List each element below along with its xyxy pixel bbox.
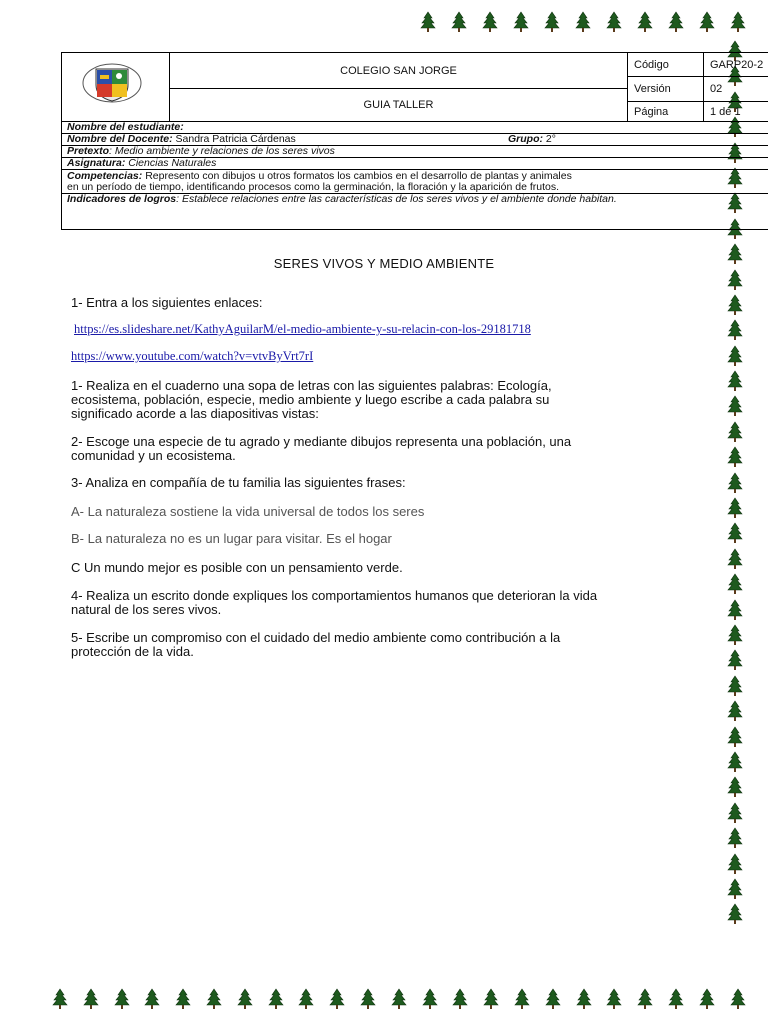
code-label: Código: [628, 53, 704, 77]
pine-tree-icon: [730, 988, 746, 1010]
slideshare-link[interactable]: https://es.slideshare.net/KathyAguilarM/el-medio-ambiente-y-su-relacin-con-los-29181718: [74, 322, 531, 336]
task-5-line-1: 5- Escribe un compromiso con el cuidado del medio ambiente como contribución a la: [71, 630, 561, 645]
pine-tree-icon: [482, 11, 498, 33]
pine-tree-icon: [422, 988, 438, 1010]
phrase-c: C Un mundo mejor es posible con un pensamiento verde.: [71, 560, 403, 575]
pine-tree-icon: [329, 988, 345, 1010]
pine-tree-icon: [727, 675, 743, 697]
pine-tree-icon: [451, 11, 467, 33]
task-1-line-1: 1- Realiza en el cuaderno una sopa de letras con las siguientes palabras: Ecología,: [71, 378, 552, 393]
intro-text: 1- Entra a los siguientes enlaces:: [71, 295, 263, 310]
task-5: [71, 631, 711, 659]
pine-tree-icon: [420, 11, 436, 33]
school-name: COLEGIO SAN JORGE: [170, 53, 628, 89]
header-table: [61, 52, 768, 122]
info-table: [61, 122, 768, 230]
pine-tree-icon: [637, 988, 653, 1010]
pine-tree-icon: [727, 726, 743, 748]
pine-tree-icon: [727, 878, 743, 900]
subject-value: Ciencias Naturales: [128, 157, 217, 169]
task-1: [71, 379, 711, 421]
pine-tree-icon: [727, 599, 743, 621]
task-2-line-2: comunidad y un ecosistema.: [71, 448, 236, 463]
pine-tree-icon: [727, 573, 743, 595]
pine-tree-icon: [668, 988, 684, 1010]
pine-tree-icon: [606, 11, 622, 33]
pine-tree-icon: [637, 11, 653, 33]
pine-tree-icon: [699, 11, 715, 33]
pine-tree-icon: [727, 472, 743, 494]
task-3: 3- Analiza en compañía de tu familia las siguientes frases:: [71, 475, 406, 490]
pine-tree-icon: [206, 988, 222, 1010]
pine-tree-icon: [545, 988, 561, 1010]
pine-tree-icon: [727, 776, 743, 798]
pine-tree-icon: [727, 903, 743, 925]
competence-label: Competencias:: [67, 170, 143, 182]
pine-tree-icon: [668, 11, 684, 33]
pine-tree-icon: [727, 319, 743, 341]
achievements-value: : Establece relaciones entre las características de los seres vivos y el ambiente donde habitan.: [176, 193, 617, 205]
pine-tree-icon: [452, 988, 468, 1010]
page-label: Página: [628, 102, 704, 121]
pine-tree-icon: [175, 988, 191, 1010]
pine-tree-icon: [730, 11, 746, 33]
page-title: SERES VIVOS Y MEDIO AMBIENTE: [273, 256, 495, 271]
top-tree-border: [420, 11, 761, 33]
competence-line1: Represento con dibujos u otros formatos los cambios en el desarrollo de plantas y animales: [145, 170, 572, 182]
task-2: [71, 435, 711, 463]
pine-tree-icon: [483, 988, 499, 1010]
pine-tree-icon: [727, 497, 743, 519]
task-5-line-2: protección de la vida.: [71, 644, 194, 659]
pine-tree-icon: [576, 988, 592, 1010]
logo-cell: [62, 53, 170, 121]
pine-tree-icon: [727, 548, 743, 570]
pine-tree-icon: [727, 370, 743, 392]
pine-tree-icon: [575, 11, 591, 33]
task-2-line-1: 2- Escoge una especie de tu agrado y mediante dibujos representa una población, una: [71, 434, 572, 449]
competence-line2: en un período de tiempo, identificando procesos como la germinación, la floración y la aparición de frutos.: [67, 181, 560, 193]
pine-tree-icon: [513, 11, 529, 33]
pretext-label: Pretexto: [67, 145, 110, 157]
achievements-row: [62, 194, 768, 206]
pine-tree-icon: [268, 988, 284, 1010]
school-logo-icon: [82, 61, 142, 105]
task-4-line-2: natural de los seres vivos.: [71, 602, 222, 617]
document-type: GUIA TALLER: [170, 89, 628, 121]
teacher-value: Sandra Patricia Cárdenas: [175, 133, 296, 145]
pine-tree-icon: [514, 988, 530, 1010]
achievements-label: Indicadores de logros: [67, 193, 177, 205]
pine-tree-icon: [727, 345, 743, 367]
pine-tree-icon: [727, 751, 743, 773]
competence-row: [62, 170, 768, 194]
phrase-b: B- La naturaleza no es un lugar para visitar. Es el hogar: [71, 531, 392, 546]
pine-tree-icon: [360, 988, 376, 1010]
pine-tree-icon: [727, 827, 743, 849]
subject-row: [62, 158, 768, 170]
pine-tree-icon: [114, 988, 130, 1010]
phrase-a: A- La naturaleza sostiene la vida universal de todos los seres: [71, 504, 425, 519]
subject-label: Asignatura:: [67, 157, 126, 169]
pine-tree-icon: [727, 395, 743, 417]
bottom-tree-border: [52, 988, 760, 1010]
pine-tree-icon: [391, 988, 407, 1010]
pine-tree-icon: [606, 988, 622, 1010]
student-label: Nombre del estudiante:: [67, 121, 184, 133]
version-value: 02: [704, 77, 768, 102]
pine-tree-icon: [544, 11, 560, 33]
pine-tree-icon: [727, 700, 743, 722]
pine-tree-icon: [727, 853, 743, 875]
task-1-line-3: significado acorde a las diapositivas vistas:: [71, 406, 319, 421]
pine-tree-icon: [727, 421, 743, 443]
pine-tree-icon: [727, 522, 743, 544]
pine-tree-icon: [83, 988, 99, 1010]
pine-tree-icon: [699, 988, 715, 1010]
task-4-line-1: 4- Realiza un escrito donde expliques los comportamientos humanos que deterioran la vida: [71, 588, 598, 603]
task-4: [71, 589, 711, 617]
teacher-label: Nombre del Docente:: [67, 133, 173, 145]
code-value: GARP20-2: [704, 53, 768, 77]
task-1-line-2: ecosistema, población, especie, medio ambiente y luego escribe a cada palabra su: [71, 392, 550, 407]
pine-tree-icon: [237, 988, 253, 1010]
pine-tree-icon: [144, 988, 160, 1010]
page-value: 1 de 1: [710, 105, 741, 118]
youtube-link[interactable]: https://www.youtube.com/watch?v=vtvByVrt7rI: [71, 349, 314, 363]
pretext-value: : Medio ambiente y relaciones de los seres vivos: [109, 145, 335, 157]
version-label: Versión: [628, 77, 704, 102]
pine-tree-icon: [298, 988, 314, 1010]
pine-tree-icon: [52, 988, 68, 1010]
pine-tree-icon: [727, 294, 743, 316]
pine-tree-icon: [727, 269, 743, 291]
pine-tree-icon: [727, 446, 743, 468]
group-label: Grupo:: [508, 133, 543, 145]
pine-tree-icon: [727, 649, 743, 671]
pine-tree-icon: [727, 624, 743, 646]
group-value: 2°: [545, 133, 556, 145]
pine-tree-icon: [727, 802, 743, 824]
